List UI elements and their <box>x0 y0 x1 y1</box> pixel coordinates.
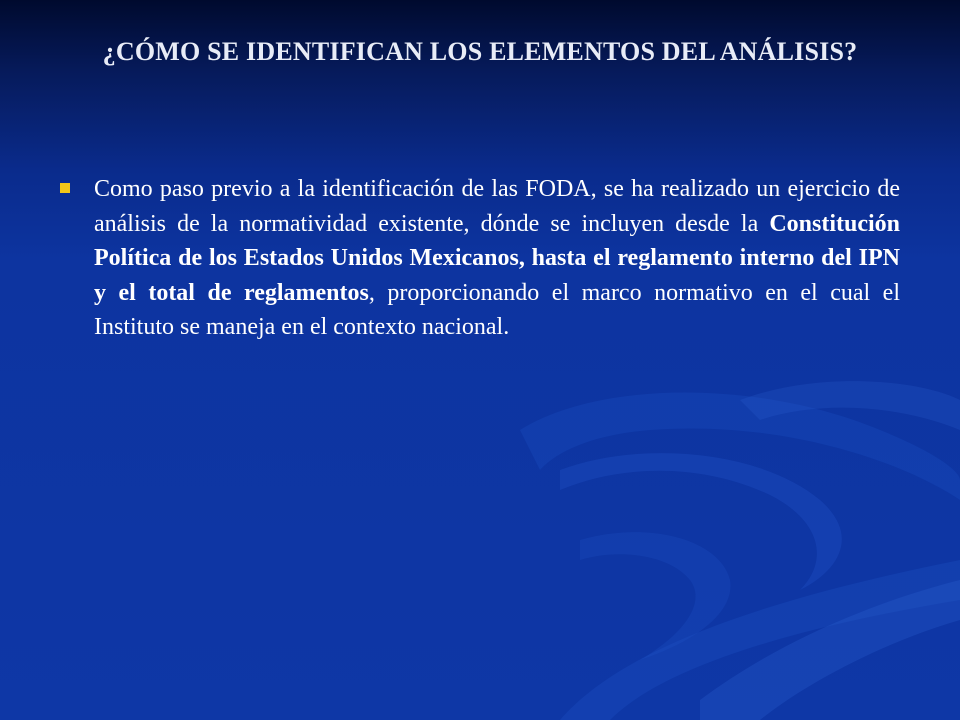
bullet-text-intro: Como paso previo a la identificación de las FODA, se ha realizado un ejercicio de análisis de la normatividad existente, dónde se incluyen desde la <box>94 176 900 237</box>
slide-title: ¿CÓMO SE IDENTIFICAN LOS ELEMENTOS DEL ANÁLISIS? <box>102 37 858 66</box>
bullet-text-conclusion: , proporcionando el marco normativo en el cual el Instituto se maneja en el contexto nacional. <box>94 279 900 340</box>
bullet-text-bold: Constitución Política de los Estados Unidos Mexicanos, hasta el reglamento interno del IPN y el total de reglamentos <box>94 210 900 306</box>
bullet-paragraph <box>94 172 900 345</box>
square-bullet-icon <box>60 183 70 193</box>
